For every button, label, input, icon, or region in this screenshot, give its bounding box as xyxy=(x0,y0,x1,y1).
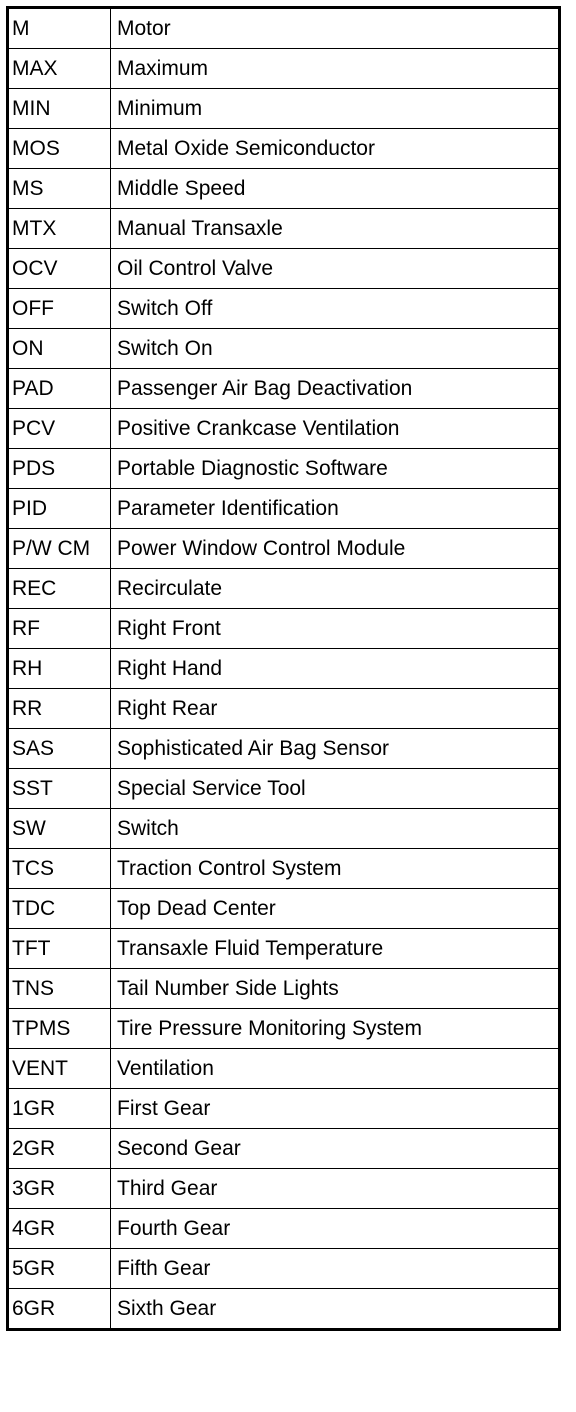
abbreviation-cell: MAX xyxy=(8,49,111,89)
table-row xyxy=(8,1289,560,1330)
abbreviation-cell: PCV xyxy=(8,409,111,449)
abbreviation-cell: TNS xyxy=(8,969,111,1009)
table-row xyxy=(8,1009,560,1049)
meaning-cell: Top Dead Center xyxy=(111,889,560,929)
table-row xyxy=(8,689,560,729)
abbreviation-cell: MS xyxy=(8,169,111,209)
meaning-cell: Portable Diagnostic Software xyxy=(111,449,560,489)
abbreviation-cell: RF xyxy=(8,609,111,649)
table-row xyxy=(8,1169,560,1209)
meaning-cell: Ventilation xyxy=(111,1049,560,1089)
table-row xyxy=(8,369,560,409)
table-row xyxy=(8,529,560,569)
meaning-cell: Parameter Identification xyxy=(111,489,560,529)
meaning-cell: Switch Off xyxy=(111,289,560,329)
table-row xyxy=(8,49,560,89)
abbreviation-cell: SW xyxy=(8,809,111,849)
table-row xyxy=(8,8,560,49)
table-row xyxy=(8,209,560,249)
table-row xyxy=(8,289,560,329)
abbreviation-cell: 1GR xyxy=(8,1089,111,1129)
abbreviation-cell: PDS xyxy=(8,449,111,489)
meaning-cell: Tail Number Side Lights xyxy=(111,969,560,1009)
abbreviation-cell: TDC xyxy=(8,889,111,929)
abbreviation-cell: 2GR xyxy=(8,1129,111,1169)
table-row xyxy=(8,889,560,929)
table-row xyxy=(8,609,560,649)
meaning-cell: Third Gear xyxy=(111,1169,560,1209)
abbreviation-cell: TPMS xyxy=(8,1009,111,1049)
meaning-cell: Tire Pressure Monitoring System xyxy=(111,1009,560,1049)
abbreviation-table xyxy=(6,6,561,1331)
meaning-cell: Right Rear xyxy=(111,689,560,729)
table-row xyxy=(8,1209,560,1249)
abbreviation-cell: MIN xyxy=(8,89,111,129)
table-row xyxy=(8,89,560,129)
meaning-cell: Fourth Gear xyxy=(111,1209,560,1249)
table-row xyxy=(8,489,560,529)
abbreviation-cell: MOS xyxy=(8,129,111,169)
abbreviation-cell: REC xyxy=(8,569,111,609)
meaning-cell: Manual Transaxle xyxy=(111,209,560,249)
abbreviation-cell: 6GR xyxy=(8,1289,111,1330)
table-row xyxy=(8,649,560,689)
abbreviation-cell: 4GR xyxy=(8,1209,111,1249)
table-row xyxy=(8,1089,560,1129)
abbreviation-cell: OFF xyxy=(8,289,111,329)
meaning-cell: Transaxle Fluid Temperature xyxy=(111,929,560,969)
meaning-cell: Passenger Air Bag Deactivation xyxy=(111,369,560,409)
abbreviation-cell: SST xyxy=(8,769,111,809)
abbreviation-cell: PAD xyxy=(8,369,111,409)
abbreviation-cell: VENT xyxy=(8,1049,111,1089)
meaning-cell: Sixth Gear xyxy=(111,1289,560,1330)
table-row xyxy=(8,449,560,489)
abbreviation-cell: 3GR xyxy=(8,1169,111,1209)
meaning-cell: Fifth Gear xyxy=(111,1249,560,1289)
meaning-cell: Right Hand xyxy=(111,649,560,689)
meaning-cell: Minimum xyxy=(111,89,560,129)
abbreviation-cell: TFT xyxy=(8,929,111,969)
table-row xyxy=(8,769,560,809)
meaning-cell: Metal Oxide Semiconductor xyxy=(111,129,560,169)
meaning-cell: Sophisticated Air Bag Sensor xyxy=(111,729,560,769)
abbreviation-cell: M xyxy=(8,8,111,49)
abbreviation-cell: RH xyxy=(8,649,111,689)
abbreviation-cell: OCV xyxy=(8,249,111,289)
table-row xyxy=(8,169,560,209)
meaning-cell: First Gear xyxy=(111,1089,560,1129)
abbreviation-cell: 5GR xyxy=(8,1249,111,1289)
meaning-cell: Traction Control System xyxy=(111,849,560,889)
abbreviation-cell: P/W CM xyxy=(8,529,111,569)
table-row xyxy=(8,249,560,289)
meaning-cell: Switch xyxy=(111,809,560,849)
abbreviation-cell: MTX xyxy=(8,209,111,249)
meaning-cell: Middle Speed xyxy=(111,169,560,209)
abbreviation-cell: TCS xyxy=(8,849,111,889)
table-row xyxy=(8,849,560,889)
meaning-cell: Motor xyxy=(111,8,560,49)
table-row xyxy=(8,929,560,969)
meaning-cell: Special Service Tool xyxy=(111,769,560,809)
table-row xyxy=(8,729,560,769)
table-row xyxy=(8,1049,560,1089)
meaning-cell: Right Front xyxy=(111,609,560,649)
abbreviation-cell: SAS xyxy=(8,729,111,769)
table-row xyxy=(8,969,560,1009)
table-row xyxy=(8,1129,560,1169)
table-row xyxy=(8,409,560,449)
meaning-cell: Second Gear xyxy=(111,1129,560,1169)
table-row xyxy=(8,329,560,369)
abbreviation-cell: ON xyxy=(8,329,111,369)
meaning-cell: Maximum xyxy=(111,49,560,89)
meaning-cell: Power Window Control Module xyxy=(111,529,560,569)
abbreviation-table-body xyxy=(8,8,560,1330)
table-row xyxy=(8,809,560,849)
meaning-cell: Positive Crankcase Ventilation xyxy=(111,409,560,449)
table-row xyxy=(8,1249,560,1289)
meaning-cell: Switch On xyxy=(111,329,560,369)
abbreviation-cell: RR xyxy=(8,689,111,729)
meaning-cell: Recirculate xyxy=(111,569,560,609)
table-row xyxy=(8,569,560,609)
abbreviation-cell: PID xyxy=(8,489,111,529)
table-row xyxy=(8,129,560,169)
meaning-cell: Oil Control Valve xyxy=(111,249,560,289)
